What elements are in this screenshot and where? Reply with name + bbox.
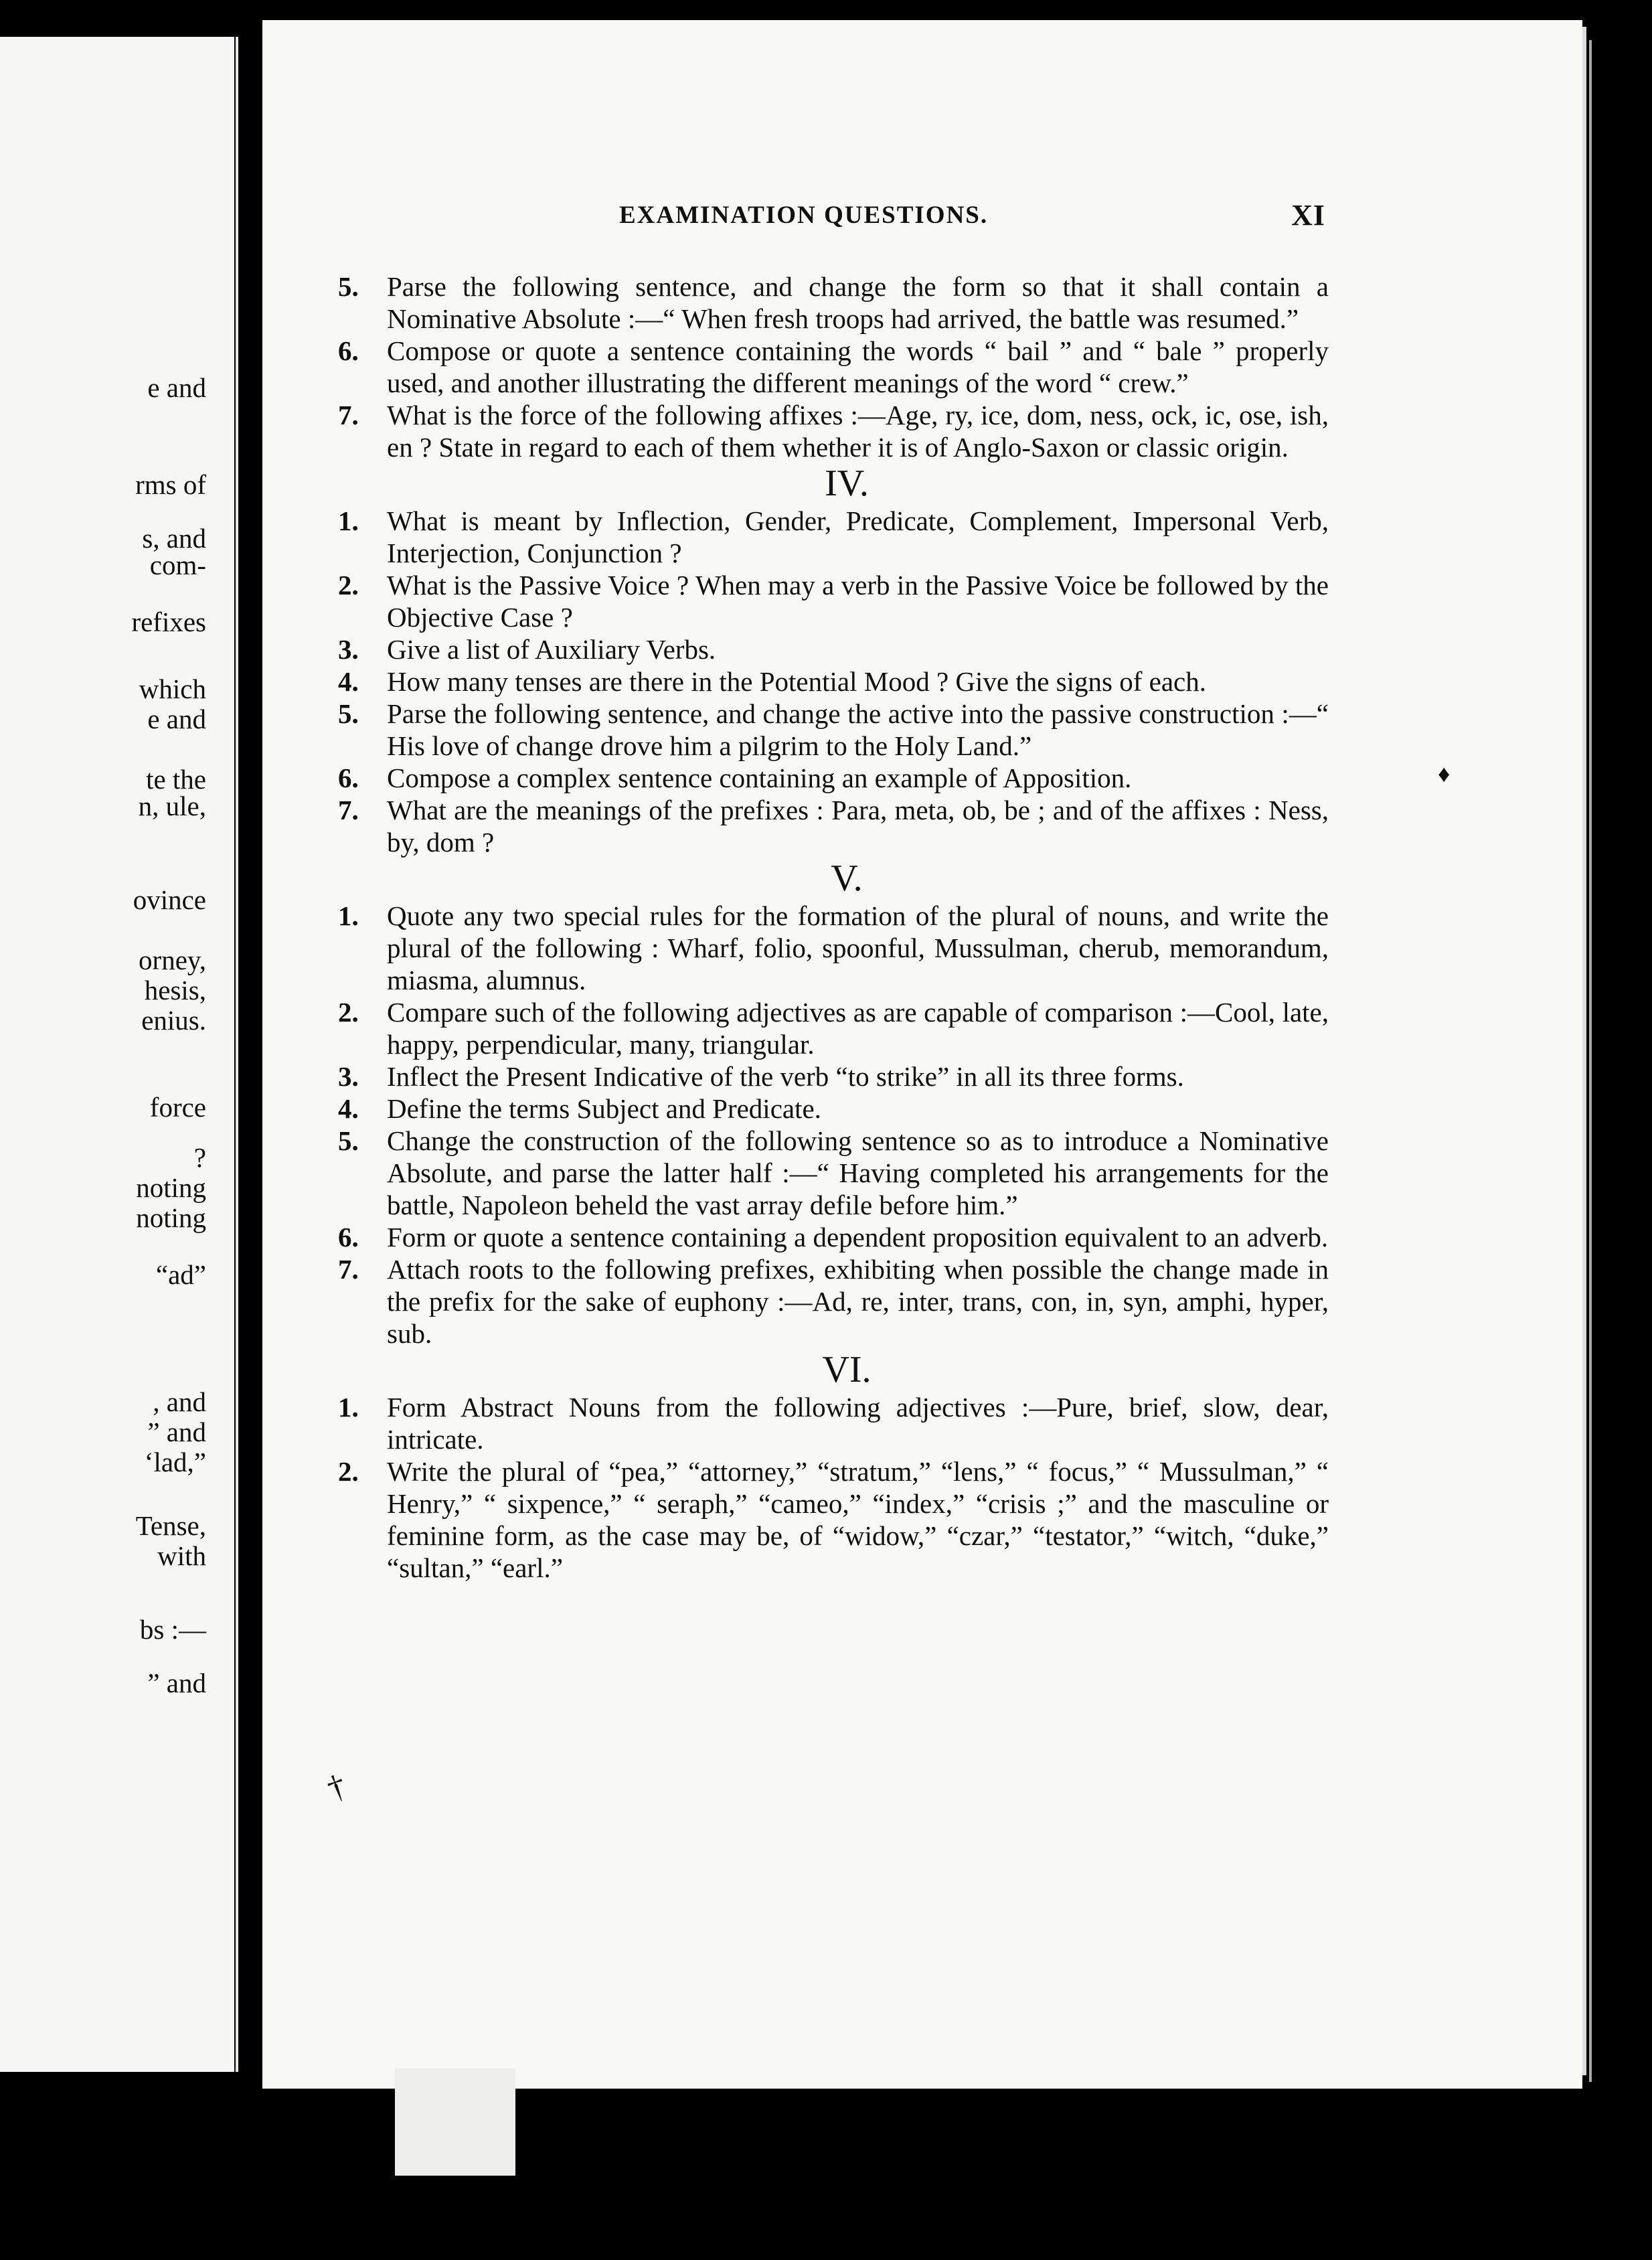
- left-page-fragment: n, ule,: [138, 791, 206, 821]
- question-text: Inflect the Present Indicative of the verb “to strike” in all its three forms.: [387, 1061, 1184, 1092]
- question-number: 4.: [338, 666, 359, 697]
- left-page-fragment: s, and: [142, 523, 206, 554]
- question-number: 5.: [338, 698, 359, 729]
- question-text: What is meant by Inflection, Gender, Predicate, Complement, Impersonal Verb, Interjection, Conjunction ?: [387, 505, 1329, 568]
- left-page-fragment: noting: [136, 1172, 206, 1203]
- question-number: 2.: [338, 1456, 359, 1487]
- question-number: 1.: [338, 1392, 359, 1423]
- question-number: 1.: [338, 505, 359, 536]
- left-page-fragment: bs :—: [139, 1614, 206, 1645]
- question: [338, 1391, 1329, 1455]
- question: [338, 335, 1329, 399]
- question: [338, 633, 1329, 665]
- left-page-fragment: e and: [147, 372, 206, 403]
- question-text: Write the plural of “pea,” “attorney,” “stratum,” “lens,” “ focus,” “ Mussulman,” “ Henry,” “ sixpence,” “ seraph,” “cameo,” “index,” “crisis ;” and the masculine or feminine form, as the case may be, of “widow,” “czar,” “testator,” “witch, “duke,” “sultan,” “earl.”: [387, 1456, 1329, 1583]
- page-edge: [1582, 27, 1586, 2075]
- question: [338, 1253, 1329, 1350]
- question-text: Form Abstract Nouns from the following adjectives :—Pure, brief, slow, dear, intricate.: [387, 1392, 1329, 1455]
- question: [338, 399, 1329, 463]
- left-page-fragment: ‘lad,”: [144, 1447, 206, 1477]
- question-number: 4.: [338, 1093, 359, 1124]
- question-number: 7.: [338, 400, 359, 430]
- left-page-fragment: force: [149, 1092, 206, 1123]
- left-page-fragment: Tense,: [135, 1510, 206, 1541]
- left-page-fragment: “ad”: [155, 1259, 206, 1290]
- question: [338, 794, 1329, 858]
- question: [338, 665, 1329, 698]
- question-text: Change the construction of the following sentence so as to introduce a Nominative Absolute, and parse the latter half :—“ Having completed his arrangements for the battle, Napoleon beheld the vast array defile before him.”: [387, 1125, 1329, 1220]
- left-page-fragment: ” and: [147, 1417, 206, 1447]
- question-number: 5.: [338, 1125, 359, 1156]
- question: [338, 1455, 1329, 1584]
- question: [338, 505, 1329, 569]
- left-page-fragment: orney,: [139, 945, 206, 975]
- question-text: Quote any two special rules for the formation of the plural of nouns, and write the plural of the following : Wharf, folio, spoonful, Mussulman, cherub, memorandum, miasma, alumnus.: [387, 900, 1329, 995]
- left-page-fragment: , and: [153, 1386, 206, 1417]
- question: [338, 1221, 1329, 1253]
- question-number: 2.: [338, 570, 359, 600]
- left-page-fragment: noting: [136, 1202, 206, 1233]
- question-number: 5.: [338, 271, 359, 302]
- question-text: Give a list of Auxiliary Verbs.: [387, 634, 716, 665]
- left-page-fragment: ?: [193, 1142, 206, 1173]
- question-text: Compose a complex sentence containing an example of Apposition.: [387, 762, 1132, 793]
- page-tab: [395, 2069, 515, 2176]
- question-number: 1.: [338, 900, 359, 931]
- question-number: 3.: [338, 634, 359, 665]
- left-page: [0, 37, 234, 2072]
- question: [338, 698, 1329, 762]
- question: [338, 1093, 1329, 1125]
- question-number: 2.: [338, 997, 359, 1028]
- gutter: [236, 37, 238, 2072]
- question-text: What is the Passive Voice ? When may a verb in the Passive Voice be followed by the Objective Case ?: [387, 570, 1329, 633]
- margin-dot: ♦: [1438, 760, 1451, 787]
- question-number: 6.: [338, 762, 359, 793]
- question: [338, 270, 1329, 335]
- question-number: 7.: [338, 795, 359, 825]
- left-page-fragment: rms of: [135, 469, 206, 500]
- question-text: How many tenses are there in the Potential Mood ? Give the signs of each.: [387, 666, 1206, 697]
- section-heading: IV.: [825, 463, 869, 504]
- left-page-fragment: com-: [149, 550, 206, 580]
- question-text: Parse the following sentence, and change the active into the passive construction :—“ His love of change drove him a pilgrim to the Holy Land.”: [387, 698, 1329, 761]
- question-text: What are the meanings of the prefixes : Para, meta, ob, be ; and of the affixes : Ness, by, dom ?: [387, 795, 1329, 858]
- section-heading: V.: [831, 858, 863, 899]
- question-number: 3.: [338, 1061, 359, 1092]
- page-edge-shadow: [1589, 40, 1592, 2082]
- left-page-fragment: ” and: [147, 1668, 206, 1698]
- question-text: Compare such of the following adjectives as are capable of comparison :—Cool, late, happy, perpendicular, many, triangular.: [387, 997, 1329, 1060]
- questions-body: [338, 270, 1329, 1584]
- question-text: Attach roots to the following prefixes, exhibiting when possible the change made in the prefix for the sake of euphony :—Ad, re, inter, trans, con, in, syn, amphi, hyper, sub.: [387, 1254, 1329, 1349]
- question: [338, 900, 1329, 996]
- question: [338, 996, 1329, 1060]
- question: [338, 1060, 1329, 1093]
- left-page-fragment: refixes: [131, 607, 206, 637]
- left-page-fragment: hesis,: [144, 975, 206, 1005]
- question: [338, 762, 1329, 794]
- page-number: XI: [1291, 199, 1325, 232]
- left-page-fragment: ovince: [133, 884, 206, 915]
- question-text: What is the force of the following affixes :—Age, ry, ice, dom, ness, ock, ic, ose, ish, en ? State in regard to each of them whether it is of Anglo-Saxon or classic origin.: [387, 400, 1329, 463]
- question-text: Parse the following sentence, and change the form so that it shall contain a Nominative Absolute :—“ When fresh troops had arrived, the battle was resumed.”: [387, 271, 1329, 334]
- left-page-fragment: e and: [147, 704, 206, 734]
- question: [338, 1125, 1329, 1221]
- question-text: Define the terms Subject and Predicate.: [387, 1093, 821, 1124]
- question-number: 6.: [338, 335, 359, 366]
- question: [338, 569, 1329, 633]
- question-number: 7.: [338, 1254, 359, 1285]
- margin-mark: †: [322, 1766, 351, 1807]
- left-page-fragment: enius.: [141, 1005, 206, 1036]
- section-heading: VI.: [822, 1349, 872, 1390]
- left-page-fragment: which: [139, 673, 206, 704]
- question-text: Compose or quote a sentence containing the words “ bail ” and “ bale ” properly used, and another illustrating the different meanings of the word “ crew.”: [387, 335, 1329, 398]
- question-number: 6.: [338, 1222, 359, 1253]
- left-page-fragment: te the: [146, 764, 206, 795]
- header-title: EXAMINATION QUESTIONS.: [619, 201, 989, 229]
- question-text: Form or quote a sentence containing a dependent proposition equivalent to an adverb.: [387, 1222, 1329, 1253]
- left-page-fragment: with: [157, 1540, 206, 1571]
